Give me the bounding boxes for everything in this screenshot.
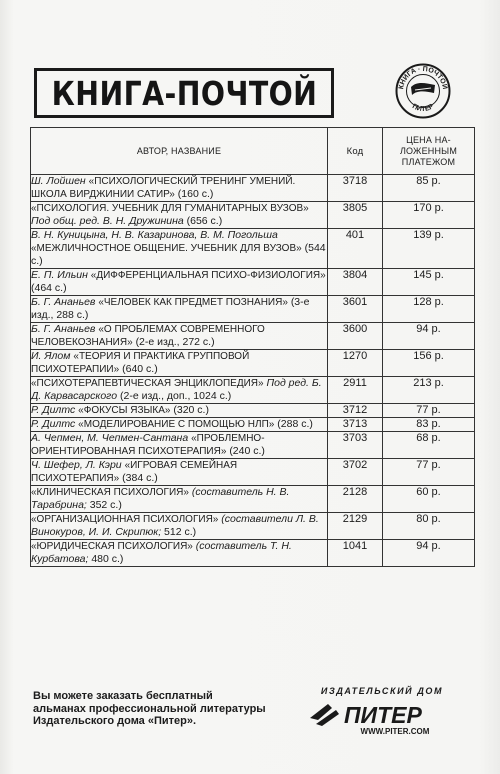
book-details: (2-е изд., доп., 1024 с.) — [119, 390, 232, 402]
book-details: (656 с.) — [186, 215, 223, 227]
book-details: (288 с.) — [277, 418, 313, 430]
book-entry-cell — [31, 350, 328, 377]
book-author: Б. Г. Ананьев — [31, 323, 96, 335]
book-entry-cell — [31, 540, 328, 567]
table-header-row — [31, 128, 475, 175]
table-row — [31, 269, 475, 296]
book-price: 170 р. — [383, 202, 475, 229]
book-note: (составитель Н. В. Тарабрина; — [31, 486, 290, 511]
stamp-top-text: КНИГА · ПОЧТОЙ — [398, 65, 448, 90]
book-details: (2-е изд., 272 с.) — [135, 336, 215, 348]
column-header-title: АВТОР, НАЗВАНИЕ — [31, 128, 328, 175]
book-price: 156 р. — [383, 350, 475, 377]
piter-publisher-logo — [306, 698, 466, 730]
footer-offer-text: Вы можете заказать бесплатный альманах профессиональной литературы Издательского дома «Питер». — [33, 690, 266, 727]
header-banner — [34, 68, 334, 118]
book-entry-cell — [31, 486, 328, 513]
book-details: (544 с.) — [31, 242, 326, 267]
book-title: «ОРГАНИЗАЦИОННАЯ ПСИХОЛОГИЯ» — [31, 514, 219, 525]
book-code: 2911 — [328, 377, 383, 404]
book-note: (составители Л. В. Винокуров, И. И. Скрипюк; — [31, 513, 319, 538]
book-details: 512 с.) — [164, 526, 197, 538]
book-price: 77 р. — [383, 404, 475, 418]
book-title: «ЧЕЛОВЕК КАК ПРЕДМЕТ ПОЗНАНИЯ» — [98, 297, 288, 308]
book-details: (160 с.) — [177, 188, 214, 200]
book-title: «ИГРОВАЯ СЕМЕЙНАЯ ПСИХОТЕРАПИЯ» — [31, 460, 238, 484]
book-code: 3712 — [328, 404, 383, 418]
book-code: 3601 — [328, 296, 383, 323]
svg-text:ПИТЕР — [411, 103, 436, 113]
book-price-table — [30, 127, 475, 567]
table-row — [31, 202, 475, 229]
column-header-code: Код — [328, 128, 383, 175]
book-details: (384 с.) — [122, 472, 158, 484]
book-details: 352 с.) — [89, 499, 122, 511]
book-code: 1041 — [328, 540, 383, 567]
book-note: (составитель Т. Н. Курбатова; — [31, 540, 292, 565]
book-code: 3703 — [328, 432, 383, 459]
book-code: 1270 — [328, 350, 383, 377]
table-row — [31, 418, 475, 432]
book-title: «ПСИХОЛОГИЯ. УЧЕБНИК ДЛЯ ГУМАНИТАРНЫХ ВУЗОВ» — [31, 203, 309, 214]
book-note: Под общ. ред. В. Н. Дружинина — [31, 215, 184, 227]
book-title: «МЕЖЛИЧНОСТНОЕ ОБЩЕНИЕ. УЧЕБНИК ДЛЯ ВУЗОВ» — [31, 243, 302, 254]
book-entry-cell — [31, 202, 328, 229]
publisher-url: WWW.PITER.COM — [360, 727, 430, 736]
book-author: И. Ялом — [31, 350, 71, 362]
book-price: 128 р. — [383, 296, 475, 323]
book-entry-cell — [31, 229, 328, 269]
table-row — [31, 459, 475, 486]
book-author: Ш. Лойшен — [31, 175, 86, 187]
table-row — [31, 350, 475, 377]
book-code: 3804 — [328, 269, 383, 296]
book-title: «ПРОБЛЕМНО-ОРИЕНТИРОВАННАЯ ПСИХОТЕРАПИЯ» — [31, 433, 265, 457]
book-entry-cell — [31, 296, 328, 323]
book-price: 213 р. — [383, 377, 475, 404]
book-code: 3702 — [328, 459, 383, 486]
book-title: «МОДЕЛИРОВАНИЕ С ПОМОЩЬЮ НЛП» — [78, 419, 275, 430]
book-entry-cell — [31, 269, 328, 296]
book-price: 85 р. — [383, 175, 475, 202]
book-author: В. Н. Куницына, Н. В. Казаринова, В. М. Погольша — [31, 229, 278, 241]
book-author: Б. Г. Ананьев — [31, 296, 96, 308]
table-row — [31, 404, 475, 418]
book-entry-cell — [31, 404, 328, 418]
book-code: 3718 — [328, 175, 383, 202]
table-row — [31, 540, 475, 567]
table-row — [31, 513, 475, 540]
publisher-name: ПИТЕР — [344, 702, 422, 728]
book-author: Р. Дилтс — [31, 418, 76, 430]
book-price: 77 р. — [383, 459, 475, 486]
book-by-mail-stamp-logo — [395, 63, 451, 119]
book-entry-cell — [31, 459, 328, 486]
stamp-bottom-text: ПИТЕР — [410, 103, 436, 114]
book-details: (240 с.) — [229, 445, 265, 457]
book-code: 2128 — [328, 486, 383, 513]
book-note: Под ред. Б. Д. Карвасарского — [31, 377, 322, 402]
book-title: «ЮРИДИЧЕСКАЯ ПСИХОЛОГИЯ» — [31, 541, 193, 552]
book-code: 3600 — [328, 323, 383, 350]
book-title: «ТЕОРИЯ И ПРАКТИКА ГРУППОВОЙ ПСИХОТЕРАПИИ» — [31, 351, 250, 375]
book-price: 68 р. — [383, 432, 475, 459]
book-details: 480 с.) — [91, 553, 124, 565]
table-row — [31, 486, 475, 513]
book-price: 83 р. — [383, 418, 475, 432]
book-details: (640 с.) — [122, 363, 158, 375]
book-code: 2129 — [328, 513, 383, 540]
table-row — [31, 377, 475, 404]
table-row — [31, 175, 475, 202]
publisher-caption: ИЗДАТЕЛЬСКИЙ ДОМ — [320, 686, 444, 696]
book-title: «КЛИНИЧЕСКАЯ ПСИХОЛОГИЯ» — [31, 487, 189, 498]
column-header-price: ЦЕНА НА- ЛОЖЕННЫМ ПЛАТЕЖОМ — [383, 128, 475, 175]
book-title: «ФОКУСЫ ЯЗЫКА» — [78, 405, 171, 416]
table-row — [31, 432, 475, 459]
book-title: «О ПРОБЛЕМАХ СОВРЕМЕННОГО ЧЕЛОВЕКОЗНАНИЯ» — [31, 324, 265, 348]
book-author: Р. Дилтс — [31, 404, 76, 416]
table-body — [31, 175, 475, 567]
book-entry-cell — [31, 432, 328, 459]
book-author: Е. П. Ильин — [31, 269, 88, 281]
book-entry-cell — [31, 323, 328, 350]
book-price: 60 р. — [383, 486, 475, 513]
table-row — [31, 323, 475, 350]
book-author: Ч. Шефер, Л. Кэри — [31, 459, 122, 471]
book-price: 145 р. — [383, 269, 475, 296]
book-price: 94 р. — [383, 540, 475, 567]
page-title: КНИГА-ПОЧТОЙ — [51, 73, 317, 113]
book-entry-cell — [31, 175, 328, 202]
book-title: «ДИФФЕРЕНЦИАЛЬНАЯ ПСИХО-ФИЗИОЛОГИЯ» — [90, 270, 326, 281]
table-row — [31, 229, 475, 269]
book-code: 3713 — [328, 418, 383, 432]
book-entry-cell — [31, 377, 328, 404]
book-author: А. Чепмен, М. Чепмен-Сантана — [31, 432, 189, 444]
book-title: «ПСИХОЛОГИЧЕСКИЙ ТРЕНИНГ УМЕНИЙ. ШКОЛА ВИРДЖИНИИ САТИР» — [31, 176, 296, 200]
book-price: 80 р. — [383, 513, 475, 540]
book-price: 94 р. — [383, 323, 475, 350]
book-code: 401 — [328, 229, 383, 269]
book-details: (3-е изд., 288 с.) — [31, 296, 310, 321]
book-price: 139 р. — [383, 229, 475, 269]
table-row — [31, 296, 475, 323]
book-code: 3805 — [328, 202, 383, 229]
book-details: (320 с.) — [173, 404, 209, 416]
book-entry-cell — [31, 513, 328, 540]
book-details: (464 с.) — [31, 282, 67, 294]
book-title: «ПСИХОТЕРАПЕВТИЧЕСКАЯ ЭНЦИКЛОПЕДИЯ» — [31, 378, 264, 389]
book-entry-cell — [31, 418, 328, 432]
